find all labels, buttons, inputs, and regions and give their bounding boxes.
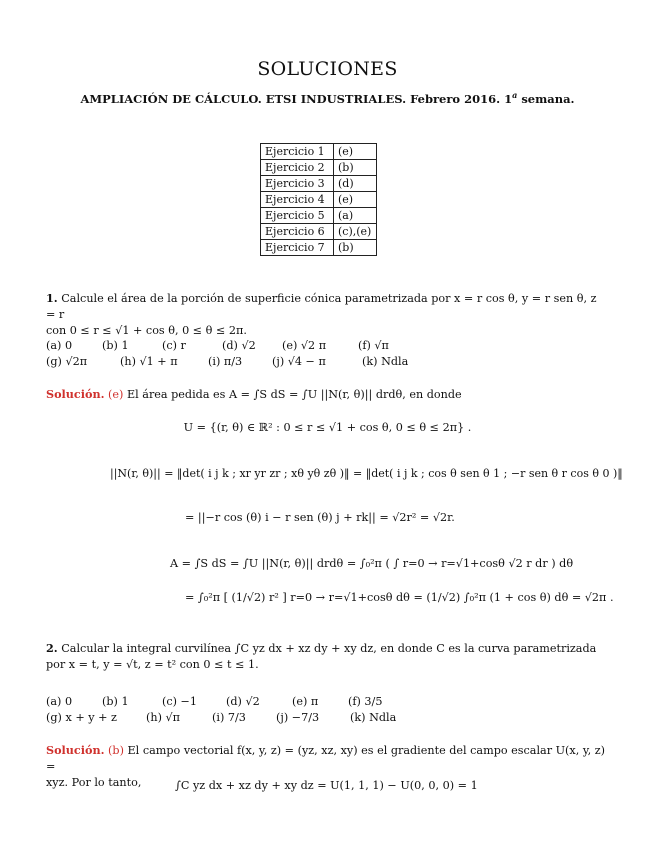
question-1-options-row-1 — [46, 338, 606, 354]
solution-1-norm-line-2: = ||−r cos (θ) i − r sen (θ) j + rk|| = √2r² = √2r. — [185, 511, 455, 524]
question-1-line-a — [46, 290, 606, 323]
solution-1-norm-line-1: ||N(r, θ)|| = ‖det( i j k ; xr yr zr ; xθ yθ zθ )‖ = ‖det( i j k ; cos θ sen θ 1 ; −r sen θ r cos θ 0 )‖ — [110, 467, 623, 480]
answer-choice: (b) — [334, 160, 377, 176]
question-2-line-a — [46, 640, 616, 657]
question-2-options-row-2 — [46, 710, 606, 726]
question-1-text-a: Calcule el área de la porción de superficie cónica parametrizada por x = r cos θ, y = r sen θ, z = r — [46, 292, 597, 321]
answer-option: (c) r — [162, 339, 186, 352]
answer-exercise: Ejercicio 2 — [261, 160, 334, 176]
answer-choice: (b) — [334, 240, 377, 256]
answer-row — [261, 240, 377, 256]
question-2-text-a: Calcular la integral curvilínea ∫C yz dx + xz dy + xy dz, en donde C es la curva parametrizada — [61, 642, 597, 655]
solution-2-final-equation: ∫C yz dx + xz dy + xy dz = U(1, 1, 1) − U(0, 0, 0) = 1 — [175, 779, 478, 792]
answer-exercise: Ejercicio 3 — [261, 176, 334, 192]
answer-row — [261, 176, 377, 192]
solution-2-text-a: El campo vectorial f(x, y, z) = (yz, xz, xy) es el gradiente del campo escalar U(x, y, z) = — [46, 744, 606, 773]
question-1 — [46, 290, 606, 339]
page-title: SOLUCIONES — [257, 58, 398, 80]
answer-row — [261, 144, 377, 160]
subtitle-end: semana. — [517, 91, 575, 106]
answer-exercise: Ejercicio 1 — [261, 144, 334, 160]
answer-option: (b) 1 — [102, 695, 129, 708]
answer-choice: (c),(e) — [334, 224, 377, 240]
solution-1-choice: (e) — [108, 388, 124, 401]
answer-option: (f) 3/5 — [348, 695, 383, 708]
question-2-options-row-1 — [46, 694, 606, 710]
answer-exercise: Ejercicio 4 — [261, 192, 334, 208]
answer-exercise: Ejercicio 7 — [261, 240, 334, 256]
answer-option: (h) √π — [146, 711, 180, 724]
solution-1-intro — [46, 386, 616, 403]
question-2-options — [46, 694, 606, 726]
solution-1-text: El área pedida es A = ∫S dS = ∫U ||N(r, θ)|| drdθ, en donde — [126, 388, 462, 401]
answer-option: (d) √2 — [222, 339, 256, 352]
solution-2-label: Solución. — [46, 743, 105, 757]
answer-option: (g) x + y + z — [46, 711, 117, 724]
solution-2-line-a — [46, 742, 616, 775]
answer-choice: (e) — [334, 144, 377, 160]
answer-row — [261, 192, 377, 208]
answer-option: (d) √2 — [226, 695, 260, 708]
answer-option: (k) Ndla — [362, 355, 409, 368]
page-subtitle — [0, 90, 655, 106]
answer-row — [261, 224, 377, 240]
answer-option: (b) 1 — [102, 339, 129, 352]
answer-choice: (e) — [334, 192, 377, 208]
answer-exercise: Ejercicio 5 — [261, 208, 334, 224]
answer-option: (i) 7/3 — [212, 711, 246, 724]
question-2-number: 2. — [46, 641, 58, 655]
subtitle-superscript: a — [512, 90, 518, 100]
question-1-options — [46, 338, 606, 370]
answer-option: (j) √4 − π — [272, 355, 326, 368]
solution-1-label: Solución. — [46, 387, 105, 401]
answer-row — [261, 208, 377, 224]
answer-option: (e) √2 π — [282, 339, 327, 352]
question-1-options-row-2 — [46, 354, 606, 370]
solution-2-choice: (b) — [108, 744, 124, 757]
question-2 — [46, 640, 616, 673]
solution-1-area-line-2: = ∫₀²π [ (1/√2) r² ] r=0 → r=√1+cosθ dθ = (1/√2) ∫₀²π (1 + cos θ) dθ = √2π . — [185, 591, 614, 604]
answer-choice: (a) — [334, 208, 377, 224]
answers-table — [260, 143, 377, 256]
answer-option: (a) 0 — [46, 339, 73, 352]
solution-1-set-u: U = {(r, θ) ∈ ℝ² : 0 ≤ r ≤ √1 + cos θ, 0 ≤ θ ≤ 2π} . — [183, 421, 472, 434]
answer-row — [261, 160, 377, 176]
answer-option: (f) √π — [358, 339, 389, 352]
answer-option: (c) −1 — [162, 695, 198, 708]
solution-1-area-line-1: A = ∫S dS = ∫U ||N(r, θ)|| drdθ = ∫₀²π ( ∫ r=0 → r=√1+cosθ √2 r dr ) dθ — [170, 557, 574, 570]
solution-2-line-b: xyz. Por lo tanto, — [46, 776, 142, 789]
answer-exercise: Ejercicio 6 — [261, 224, 334, 240]
answer-option: (g) √2π — [46, 355, 88, 368]
question-1-line-b: con 0 ≤ r ≤ √1 + cos θ, 0 ≤ θ ≤ 2π. — [46, 324, 247, 337]
question-2-line-b: por x = t, y = √t, z = t² con 0 ≤ t ≤ 1. — [46, 658, 259, 671]
answer-option: (a) 0 — [46, 695, 73, 708]
answer-choice: (d) — [334, 176, 377, 192]
answer-option: (k) Ndla — [350, 711, 397, 724]
answer-option: (i) π/3 — [208, 355, 243, 368]
subtitle-text: AMPLIACIÓN DE CÁLCULO. ETSI INDUSTRIALES. Febrero 2016. 1 — [80, 91, 513, 106]
answer-option: (e) π — [292, 695, 319, 708]
answer-option: (j) −7/3 — [276, 711, 320, 724]
answer-option: (h) √1 + π — [120, 355, 178, 368]
question-1-number: 1. — [46, 291, 58, 305]
